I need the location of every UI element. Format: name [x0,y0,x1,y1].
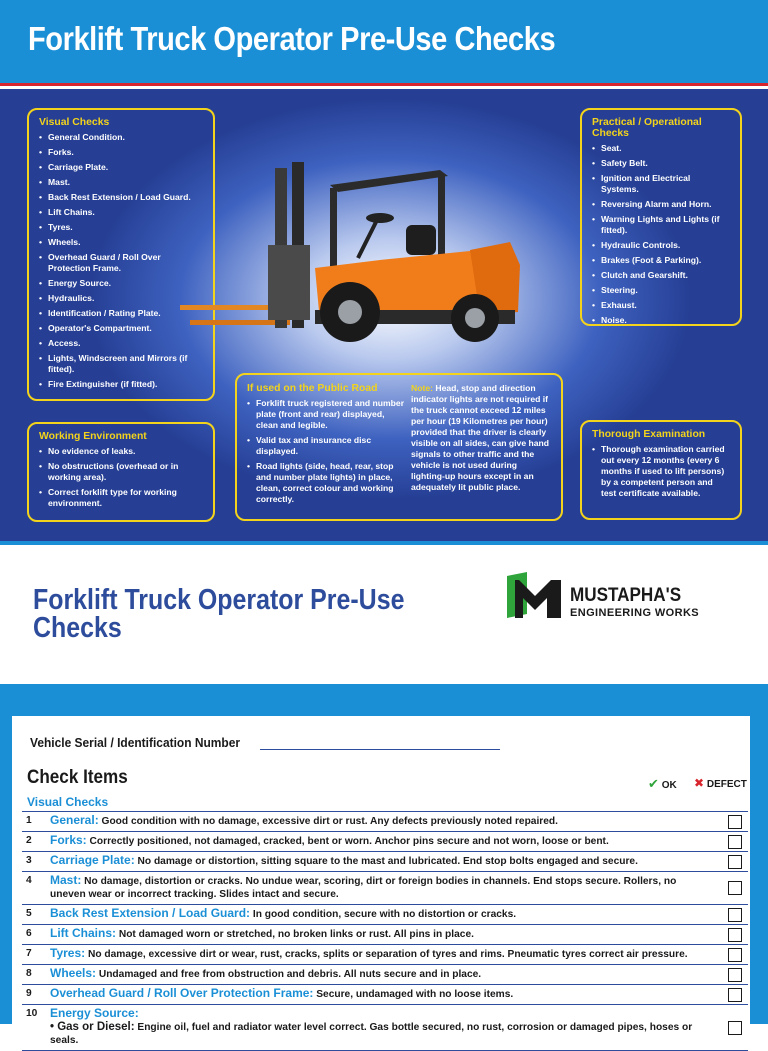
list-item: • Overhead Guard / Roll Over Protection Frame. [39,252,203,274]
list-item: • Exhaust. [592,300,730,311]
company-logo-icon [505,570,563,620]
row-text: Correctly positioned, not damaged, cracked, bent or worn. Anchor pins secure and not worn, loose or bent. [86,836,609,847]
row-text: Secure, undamaged with no loose items. [313,989,514,1000]
legend-ok-label: OK [661,780,677,791]
list-item: • Ignition and Electrical Systems. [592,173,730,195]
list-item: • Hydraulics. [39,293,203,304]
list-item: • Lights, Windscreen and Mirrors (if fitted). [39,353,203,375]
list-item: • General Condition. [39,132,203,143]
row-text: No damage, excessive dirt or wear, rust, cracks, splits or separation of tyres and rims. Pneumatic tyres correct air pressure. [85,949,688,960]
row-text: In good condition, secure with no distortion or cracks. [250,909,517,920]
row-number: 5 [26,908,32,919]
practical-checks-box [580,108,742,326]
table-row [22,871,748,904]
legend-defect-label: DEFECT [706,779,747,790]
list-item: • Carriage Plate. [39,162,203,173]
poster-title: Forklift Truck Operator Pre-Use Checks [28,20,556,57]
list-item: • Hydraulic Controls. [592,240,730,251]
table-row [22,811,748,831]
row-heading: Mast: [50,873,82,887]
list-item: • Wheels. [39,237,203,248]
guard-post-front [330,188,337,268]
check-checkbox[interactable] [728,908,742,922]
list-item: • Reversing Alarm and Horn. [592,199,730,210]
list-item: • Forklift truck registered and number plate (front and rear) displayed, clean and legible. [247,398,405,431]
row-text: Not damaged worn or stretched, no broken links or rust. All pins in place. [116,929,474,940]
row-number: 1 [26,815,32,826]
list-item: • Correct forklift type for working environment. [39,487,203,509]
check-checkbox[interactable] [728,835,742,849]
row-number: 6 [26,928,32,939]
list-item: • Back Rest Extension / Load Guard. [39,192,203,203]
public-road-note [411,383,553,493]
list-item: • Mast. [39,177,203,188]
logo-company-name: MUSTAPHA'S [570,585,682,606]
list-item: • Fire Extinguisher (if fitted). [39,379,203,390]
list-item: • Safety Belt. [592,158,730,169]
form-title: Forklift Truck Operator Pre-Use Checks [33,584,405,644]
table-row [22,984,748,1004]
thorough-examination-title: Thorough Examination [592,429,706,440]
row-heading: General: [50,813,99,827]
visual-checks-list [39,132,203,390]
row-heading: Carriage Plate: [50,853,135,867]
list-item: • Thorough examination carried out every 12 months (every 6 months if used to lift persons) by a competent person and test certificate available. [592,444,730,499]
table-row [22,831,748,851]
list-item: • No obstructions (overhead or in working area). [39,461,203,483]
list-item: • Energy Source. [39,278,203,289]
row-subtext: Engine oil, fuel and radiator water level correct. Gas bottle secured, no rust, corrosion or damaged pipes, hoses or seals. [50,1022,693,1046]
row-heading: Forks: [50,833,87,847]
table-row [22,924,748,944]
public-road-box [235,373,563,521]
list-item: • Access. [39,338,203,349]
cross-icon: ✖ [694,776,705,790]
front-hub [338,300,362,324]
check-checkbox[interactable] [728,928,742,942]
table-row [22,944,748,964]
serial-number-label: Vehicle Serial / Identification Number [30,735,241,750]
public-road-title: If used on the Public Road [247,383,378,394]
check-checkbox[interactable] [728,815,742,829]
check-checkbox[interactable] [728,1021,742,1035]
legend-defect [694,776,747,790]
list-item: • Clutch and Gearshift. [592,270,730,281]
list-item: • Steering. [592,285,730,296]
check-checkbox[interactable] [728,948,742,962]
public-road-column [247,383,405,509]
row-heading: Lift Chains: [50,926,116,940]
seat [406,225,436,255]
logo-company-subtitle: ENGINEERING WORKS [570,607,700,619]
working-environment-list [39,446,203,509]
working-environment-box [27,422,215,522]
guard-post-rear [438,174,445,264]
row-number: 10 [26,1008,38,1019]
poster-header [0,0,768,86]
thorough-examination-box [580,420,742,520]
row-number: 3 [26,855,32,866]
row-subline [50,1021,714,1047]
row-text: No damage or distortion, sitting square to the mast and lubricated. End stop bolts engaged and secure. [134,856,638,867]
working-environment-title: Working Environment [39,431,147,442]
row-text: No damage, distortion or cracks. No undue wear, scoring, dirt or foreign bodies in channels. End stops secure. Rollers, no uneven wear or incorrect tracking. Slides intact and secure. [50,876,677,900]
list-item: • Valid tax and insurance disc displayed. [247,435,405,457]
overhead-guard [330,170,448,192]
carriage [268,245,310,320]
list-item: • Lift Chains. [39,207,203,218]
note-text: Head, stop and direction indicator lights are not required if the truck cannot exceed 12 miles per hour (19 Kilometres per hour) provided that the driver is clearly visible on all sides, can give hand signals to other traffic and the vehicle is not used during lighting-up hours except in an adequately lit public place. [411,383,550,492]
row-number: 2 [26,835,32,846]
steering-wheel [366,213,394,223]
poster-divider [0,541,768,545]
table-row [22,964,748,984]
note-label: Note: [411,383,433,393]
table-row [22,1004,748,1051]
row-text: Undamaged and free from obstruction and debris. All nuts secure and in place. [96,969,482,980]
list-item: • Tyres. [39,222,203,233]
visual-checks-title: Visual Checks [39,117,110,128]
practical-checks-title: Practical / Operational Checks [592,117,702,139]
row-subheading: • Gas or Diesel: [50,1021,135,1033]
list-item: • Identification / Rating Plate. [39,308,203,319]
check-checkbox[interactable] [728,881,742,895]
rear-hub [465,308,485,328]
table-row [22,851,748,871]
check-items-table [22,811,748,1051]
list-item: • Operator's Compartment. [39,323,203,334]
row-number: 4 [26,875,32,886]
steering-column [358,218,378,258]
row-number: 7 [26,948,32,959]
row-heading: Back Rest Extension / Load Guard: [50,906,251,920]
public-road-list [247,398,405,505]
check-checkbox[interactable] [728,855,742,869]
legend-ok [648,776,677,792]
list-item: • Brakes (Foot & Parking). [592,255,730,266]
practical-checks-list [592,143,730,326]
list-item: • Noise. [592,315,730,326]
list-item: • Seat. [592,143,730,154]
check-items-title: Check Items [27,767,128,788]
list-item: • Warning Lights and Lights (if fitted). [592,214,730,236]
table-row [22,904,748,924]
list-item: • Forks. [39,147,203,158]
row-heading: Tyres: [50,946,86,960]
row-heading: Wheels: [50,966,97,980]
row-text: Good condition with no damage, excessive dirt or rust. Any defects previously noted repaired. [98,816,558,827]
row-number: 8 [26,968,32,979]
row-number: 9 [26,988,32,999]
thorough-examination-list [592,444,730,499]
row-heading: Overhead Guard / Roll Over Protection Frame: [50,986,314,1000]
forklift-illustration [180,150,525,350]
list-item: • Road lights (side, head, rear, stop and number plate lights) in place, clean, correct colour and working correctly. [247,461,405,505]
serial-number-field[interactable] [260,749,500,750]
check-checkbox[interactable] [728,968,742,982]
row-heading: Energy Source: [50,1006,139,1020]
visual-checks-section-label: Visual Checks [27,795,109,809]
checkmark-icon: ✔ [648,776,659,791]
list-item: • No evidence of leaks. [39,446,203,457]
check-checkbox[interactable] [728,988,742,1002]
